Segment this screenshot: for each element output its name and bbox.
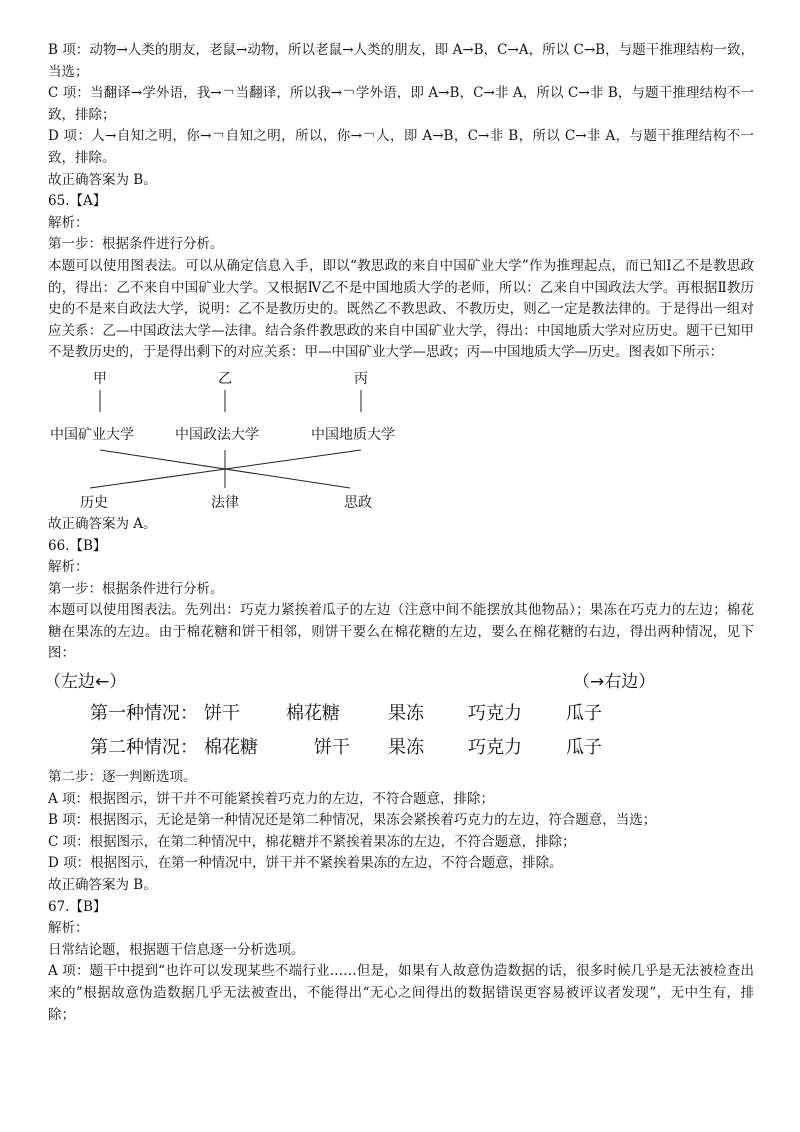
right-direction-label: （→右边） [573, 672, 656, 693]
analysis-heading: 解析： [48, 559, 89, 576]
arrangement-item: 瓜子 [566, 737, 602, 759]
person-label: 丙 [354, 370, 368, 387]
answer-line: 故正确答案为 B。 [48, 171, 157, 188]
question-number: 66.【B】 [48, 537, 107, 554]
section-q65-q66 [48, 514, 754, 665]
section-q64-options [48, 40, 754, 364]
subject-label: 法律 [211, 494, 239, 511]
arrangement-item: 饼干 [204, 703, 240, 725]
step-heading: 第一步：根据条件进行分析。 [48, 236, 224, 253]
school-label: 中国矿业大学 [50, 426, 134, 443]
correspondence-diagram [48, 364, 754, 514]
arrangement-item: 果冻 [388, 703, 424, 725]
arrangement-item: 饼干 [314, 737, 350, 759]
person-label: 乙 [218, 370, 232, 387]
paragraph: D 项：根据图示，在第一种情况中，饼干并不紧挨着果冻的左边，不符合题意，排除。 [48, 855, 563, 872]
paragraph: B 项：根据图示，无论是第一种情况还是第二种情况，果冻会紧挨着巧克力的左边，符合题意，当选； [48, 812, 657, 829]
paragraph: A 项：根据图示，饼干并不可能紧挨着巧克力的左边，不符合题意，排除； [48, 790, 495, 807]
paragraph: 本题可以使用图表法。可以从确定信息入手，即以“教思政的来自中国矿业大学”作为推理起点，而已知Ⅰ乙不是教思政的，得出：乙不来自中国矿业大学。又根据Ⅳ乙不是中国地质大学的老师，所以：乙来自中国政法大学。再根据Ⅱ教历史的不是来自政法大学，说明：乙不是教历史的。既然乙不教思政、不教历史，则乙一定是教法律的。于是得出一组对应关系：乙—中国政法大学—法律。结合条件教思政的来自中国矿业大学，得出：中国地质大学对应历史。题干已知甲不是教历史的，于是得出剩下的对应关系：甲—中国矿业大学—思政；丙—中国地质大学—历史。图表如下所示： [48, 257, 754, 361]
paragraph: 本题可以使用图表法。先列出：巧克力紧挨着瓜子的左边（注意中间不能摆放其他物品）；果冻在巧克力的左边；棉花糖在果冻的左边。由于棉花糖和饼干相邻，则饼干要么在棉花糖的左边，要么在棉花糖的右边，得出两种情况，见下图： [48, 602, 754, 662]
arrangement-item: 巧克力 [468, 703, 522, 725]
paragraph: C 项：当翻译→学外语，我→￢当翻译，所以我→￢学外语，即 A→B，C→非 A，所以 C→非 B，与题干推理结构不一致，排除； [48, 85, 754, 123]
analysis-heading: 解析： [48, 214, 89, 231]
paragraph: A 项：题干中提到“也许可以发现某些不端行业……但是，如果有人故意伪造数据的话，很多时候几乎是无法被检查出来的”根据故意伪造数据几乎无法被查出，不能得出“无心之间得出的数据错误更容易被评议者发现”，无中生有，排除； [48, 963, 754, 1023]
arrangement-item: 巧克力 [468, 737, 522, 759]
section-q66-q67 [48, 767, 754, 1026]
row-label: 第一种情况： [90, 703, 198, 725]
diagram-lines [48, 364, 754, 514]
arrangement-item: 棉花糖 [286, 703, 340, 725]
paragraph: B 项：动物→人类的朋友，老鼠→动物，所以老鼠→人类的朋友，即 A→B，C→A，所以 C→B，与题干推理结构一致，当选； [48, 42, 754, 80]
answer-line: 故正确答案为 A。 [48, 515, 157, 532]
person-label: 甲 [93, 370, 107, 387]
question-number: 67.【B】 [48, 898, 107, 915]
row-label: 第二种情况： [90, 737, 198, 759]
arrangement-figure [44, 665, 754, 767]
subject-label: 思政 [344, 494, 372, 511]
paragraph: 日常结论题，根据题干信息逐一分析选项。 [48, 941, 305, 958]
school-label: 中国地质大学 [311, 426, 395, 443]
step-heading: 第一步：根据条件进行分析。 [48, 580, 224, 597]
left-direction-label: （左边←） [44, 672, 127, 693]
arrangement-item: 果冻 [388, 737, 424, 759]
school-label: 中国政法大学 [175, 426, 259, 443]
paragraph: D 项：人→自知之明，你→￢自知之明，所以，你→￢人，即 A→B，C→非 B，所以 C→非 A，与题干推理结构不一致，排除。 [48, 128, 754, 166]
document-page [44, 40, 754, 1026]
subject-label: 历史 [80, 494, 108, 511]
arrangement-item: 瓜子 [566, 703, 602, 725]
analysis-heading: 解析： [48, 920, 89, 937]
question-number: 65.【A】 [48, 193, 107, 210]
answer-line: 故正确答案为 B。 [48, 877, 157, 894]
paragraph: C 项：根据图示，在第二种情况中，棉花糖并不紧挨着果冻的左边，不符合题意，排除； [48, 833, 576, 850]
step-heading: 第二步：逐一判断选项。 [48, 769, 197, 786]
arrangement-item: 棉花糖 [204, 737, 258, 759]
